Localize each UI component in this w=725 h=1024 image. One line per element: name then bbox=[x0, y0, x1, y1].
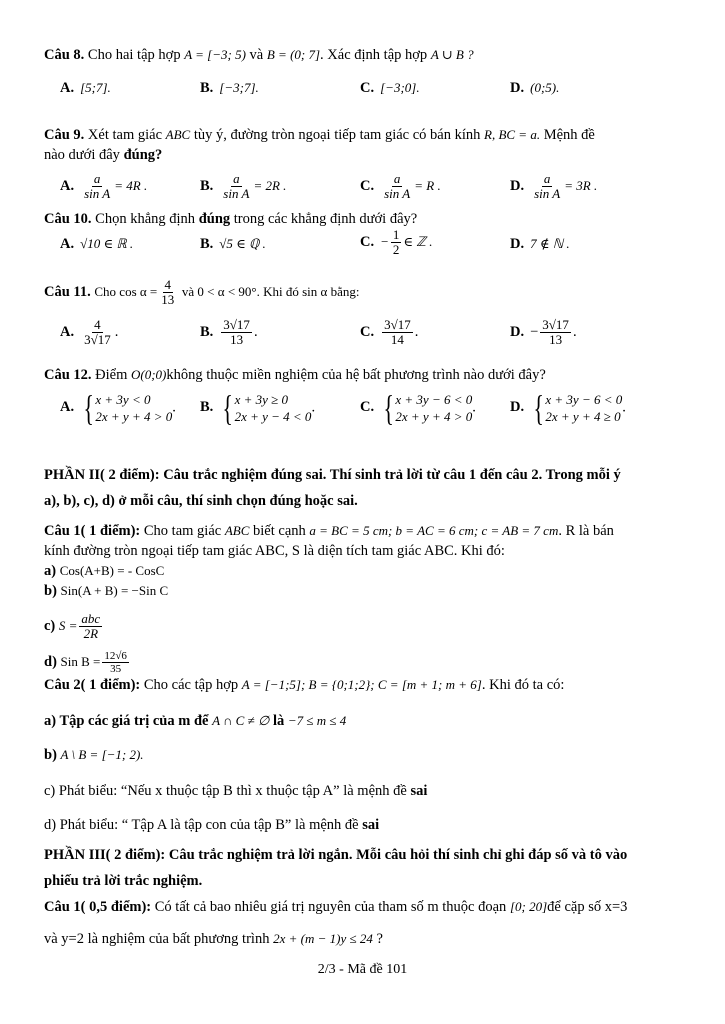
q8-option-d[interactable]: D. (0;5). bbox=[510, 80, 560, 96]
q8-option-c[interactable]: C. [−3;0]. bbox=[360, 80, 420, 96]
q10-options bbox=[60, 227, 680, 258]
part2-heading-line2: a), b), c), d) ở mỗi câu, thí sinh chọn đúng hoặc sai. bbox=[44, 493, 358, 509]
part2-c1-b: b) Sin(A + B) = −Sin C bbox=[44, 583, 169, 599]
part3-c1-stem: Câu 1( 0,5 điểm): Có tất cả bao nhiêu giá trị nguyên của tham số m thuộc đoạn [0; 20]để cặp số x=3 bbox=[44, 899, 628, 915]
part3-heading-line2: phiếu trả lời trắc nghiệm. bbox=[44, 873, 203, 889]
page-footer: 2/3 - Mã đề 101 bbox=[317, 962, 408, 977]
q9-stem-line2: nào dưới đây đúng? bbox=[44, 147, 163, 163]
part2-c2-b: b) A \ B = [−1; 2). bbox=[44, 747, 144, 763]
q12-option-d[interactable]: D. { x + 3y − 6 < 0 2x + y + 4 ≥ 0 . bbox=[510, 388, 626, 428]
q8-option-b[interactable]: B. [−3;7]. bbox=[200, 80, 259, 96]
q9-stem-line1: Câu 9. Xét tam giác ABC tùy ý, đường tròn ngoại tiếp tam giác có bán kính R, BC = a. Mệnh đề bbox=[44, 127, 595, 143]
q12-option-b[interactable]: B. { x + 3y ≥ 0 2x + y − 4 < 0 . bbox=[200, 388, 316, 428]
part2-c1-stem: Câu 1( 1 điểm): Cho tam giác ABC biết cạnh a = BC = 5 cm; b = AC = 6 cm; c = AB = 7 cm. R là bán bbox=[44, 523, 614, 539]
q11-option-d[interactable]: D. − $\frac{3√17}{13}$ . bbox=[510, 317, 577, 347]
part2-c2-a: a) Tập các giá trị của m để A ∩ C ≠ ∅ là −7 ≤ m ≤ 4 bbox=[44, 713, 347, 729]
q8-stem: Câu 8. Cho hai tập hợp A = [−3; 5) và B = (0; 7]. Xác định tập hợp A ∪ B ? bbox=[44, 47, 474, 63]
q12-options bbox=[60, 388, 680, 428]
q12-option-c[interactable]: C. { x + 3y − 6 < 0 2x + y + 4 > 0 . bbox=[360, 388, 476, 428]
part2-c2-c: c) Phát biểu: “Nếu x thuộc tập B thì x thuộc tập A” là mệnh đề sai bbox=[44, 783, 428, 799]
q8-options bbox=[60, 80, 680, 102]
q10-option-b[interactable]: B. √5 ∈ ℚ . bbox=[200, 236, 266, 252]
q9-option-d[interactable]: D. $\frac{a}{\text{sin A}}$ = 3R . bbox=[510, 171, 598, 201]
part2-c1-a: a) Cos(A+B) = - CosC bbox=[44, 563, 165, 579]
q12-option-a[interactable]: A. { x + 3y < 0 2x + y + 4 > 0 . bbox=[60, 388, 176, 428]
part2-c2-stem: Câu 2( 1 điểm): Cho các tập hợp A = [−1;5]; B = {0;1;2}; C = [m + 1; m + 6]. Khi đó ta có: bbox=[44, 677, 565, 693]
q9-option-b[interactable]: B. $\frac{a}{\text{sin A}}$ = 2R . bbox=[200, 171, 287, 201]
q11-options bbox=[60, 317, 680, 347]
q10-option-a[interactable]: A. √10 ∈ ℝ . bbox=[60, 236, 134, 252]
q10-stem: Câu 10. Chọn khẳng định đúng trong các khẳng định dưới đây? bbox=[44, 211, 418, 227]
part3-heading-line1: PHẦN III( 2 điểm): Câu trắc nghiệm trả lời ngắn. Mỗi câu hỏi thí sinh chỉ ghi đáp số và tô vào bbox=[44, 847, 628, 863]
q12-stem: Câu 12. Điểm O(0;0)không thuộc miền nghiệm của hệ bất phương trình nào dưới đây? bbox=[44, 367, 546, 383]
part3-c1-stem-line2: và y=2 là nghiệm của bất phương trình 2x + (m − 1)y ≤ 24 ? bbox=[44, 931, 383, 947]
part2-c1-stem-line2: kính đường tròn ngoại tiếp tam giác ABC, S là diện tích tam giác ABC. Khi đó: bbox=[44, 543, 505, 559]
q11-option-c[interactable]: C. $\frac{3√17}{14}$ . bbox=[360, 317, 419, 347]
q11-stem: Câu 11. Cho cos α = $\frac{4}{13}$ và 0 < α < 90°. Khi đó sin α bằng: bbox=[44, 277, 360, 307]
q11-option-a[interactable]: A. $\frac{4}{3√17}$ . bbox=[60, 317, 119, 347]
part2-c2-d: d) Phát biểu: “ Tập A là tập con của tập B” là mệnh đề sai bbox=[44, 817, 380, 833]
q9-options bbox=[60, 171, 680, 201]
q10-option-d[interactable]: D. 7 ∉ ℕ . bbox=[510, 236, 570, 252]
part2-c1-c: c) S = $\frac{\text{abc}}{2R}$ bbox=[44, 611, 101, 641]
q9-option-a[interactable]: A. $\frac{a}{\text{sin A}}$ = 4R . bbox=[60, 171, 148, 201]
q8-option-a[interactable]: A. [5;7]. bbox=[60, 80, 111, 96]
part2-heading-line1: PHẦN II( 2 điểm): Câu trắc nghiệm đúng sai. Thí sinh trả lời từ câu 1 đến câu 2. Trong mỗi ý bbox=[44, 467, 621, 483]
q9-option-c[interactable]: C. $\frac{a}{\text{sin A}}$ = R . bbox=[360, 171, 441, 201]
q11-option-b[interactable]: B. $\frac{3√17}{13}$ . bbox=[200, 317, 258, 347]
q10-option-c[interactable]: C. − $\frac{1}{2}$ ∈ ℤ . bbox=[360, 227, 433, 257]
part2-c1-d: d) Sin B = $\frac{12√6}{35}$ bbox=[44, 650, 127, 675]
